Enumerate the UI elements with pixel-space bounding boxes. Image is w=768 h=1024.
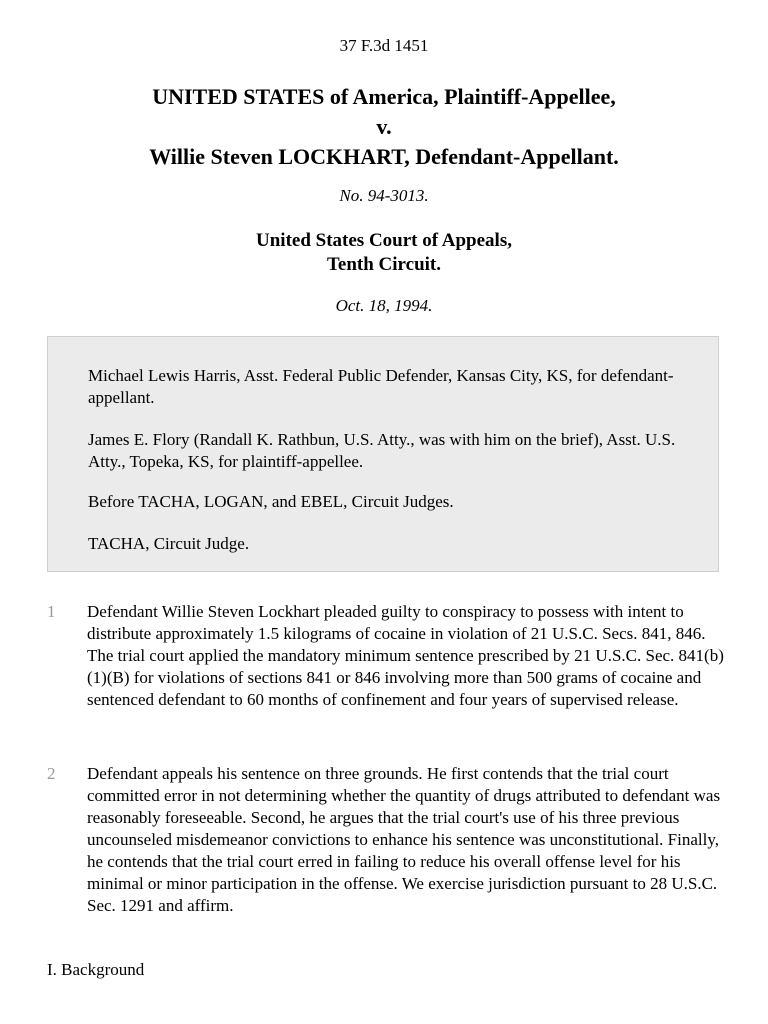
decision-date: Oct. 18, 1994. [335, 296, 433, 315]
docket-number: No. 94-3013. [339, 186, 429, 205]
panel-judges: Before TACHA, LOGAN, and EBEL, Circuit Judges. [88, 492, 454, 511]
case-title-defendant: Willie Steven LOCKHART, Defendant-Appellant. [149, 144, 619, 169]
paragraph-text: Defendant Willie Steven Lockhart pleaded guilty to conspiracy to possess with intent to distribute approximately 1.5 kilograms of cocaine in violation of 21 U.S.C. Secs. 841, 846. The trial court applied the mandatory minimum sentence prescribed by 21 U.S.C. Sec. 841(b)(1)(B) for violations of sections 841 or 846 involving more than 500 grams of cocaine and sentenced defendant to 60 months of confinement and four years of supervised release. [87, 602, 724, 709]
paragraph-number: 2 [47, 764, 56, 783]
opinion-author: TACHA, Circuit Judge. [88, 534, 250, 553]
section-heading: I. Background [47, 960, 145, 979]
counsel-prosecution: James E. Flory (Randall K. Rathbun, U.S. Atty., was with him on the brief), Asst. U.S. Atty., Topeka, KS, for plaintiff-appellee. [88, 430, 676, 471]
case-title-versus: v. [376, 114, 392, 139]
court-name-line1: United States Court of Appeals, [256, 230, 512, 251]
citation: 37 F.3d 1451 [339, 36, 429, 55]
court-name [0, 229, 768, 277]
paragraph-text: Defendant appeals his sentence on three grounds. He first contends that the trial court committed error in not determining whether the quantity of drugs attributed to defendant was reasonably foreseeable. Second, he argues that the trial court's use of his three previous uncounseled misdemeanor convictions to enhance his sentence was unconstitutional. Finally, he contends that the trial court erred in failing to reduce his overall offense level for his minimal or minor participation in the offense. We exercise jurisdiction pursuant to 28 U.S.C. Sec. 1291 and affirm. [87, 764, 721, 915]
counsel-box [47, 336, 719, 572]
court-name-line2: Tenth Circuit. [326, 254, 442, 275]
paragraph-number: 1 [47, 602, 56, 621]
counsel-defense: Michael Lewis Harris, Asst. Federal Public Defender, Kansas City, KS, for defendant-appellant. [88, 366, 674, 407]
case-title-plaintiff: UNITED STATES of America, Plaintiff-Appellee, [152, 84, 616, 109]
case-title [0, 82, 768, 172]
